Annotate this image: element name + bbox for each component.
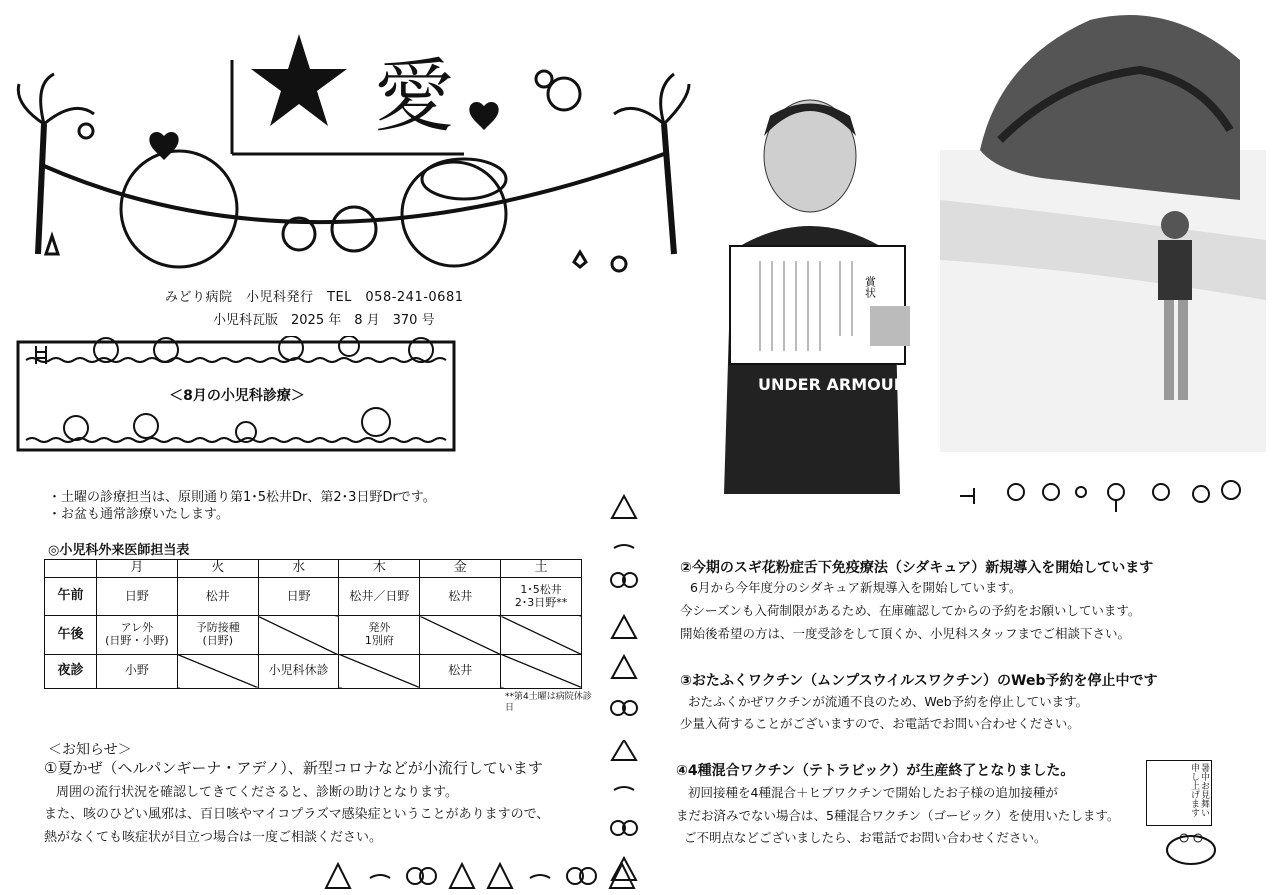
tent-icon: [612, 740, 636, 760]
schedule-cell: 松井: [420, 654, 501, 688]
row-label: 午後: [45, 616, 97, 654]
schedule-cell: アレ外 (日野・小野): [97, 616, 178, 654]
obon-note: ・お盆も通常診療いたします。: [48, 507, 229, 522]
schedule-cell: 日野: [97, 578, 178, 616]
boy-with-certificate-photo: [700, 96, 924, 494]
notice-3-line: おたふくかぜワクチンが流通不良のため、Web予約を停止しています。: [688, 694, 1089, 709]
day-header: 金: [420, 560, 501, 578]
schedule-cell: 小児科休診: [258, 654, 339, 688]
certificate: [730, 246, 905, 364]
schedule-cell-empty: [339, 654, 420, 688]
notice-3-line: 少量入荷することがございますので、お電話でお問い合わせください。: [680, 716, 1080, 731]
crab-icon: [1156, 820, 1226, 870]
notice-1-line: 周囲の流行状況を確認してきてくださると、診断の助けとなります。: [56, 785, 458, 800]
star-icon: [251, 34, 347, 126]
notice-2-line: 今シーズンも入荷制限があるため、在庫確認してからの予約をお願いしています。: [680, 603, 1141, 618]
schedule-cell-empty: [177, 654, 258, 688]
schedule-cell: 松井／日野: [339, 578, 420, 616]
beach-decoration-strip: [956, 478, 1256, 514]
masthead-illustration: [14, 4, 694, 274]
row-label: 午前: [45, 578, 97, 616]
notice-1-line: 熱がなくても咳症状が目立つ場合は一度ご相談ください。: [44, 830, 383, 845]
day-header: 月: [97, 560, 178, 578]
schedule-row-afternoon: [45, 616, 582, 654]
tent-icon: [612, 656, 636, 678]
notice-2-line: 6月から今年度分のシダキュア新規導入を開始しています。: [690, 580, 1022, 595]
schedule-cell: 日野: [258, 578, 339, 616]
notices-heading: ＜お知らせ＞: [48, 742, 132, 758]
leaf-icon: [614, 545, 634, 548]
leaf-icon: [614, 787, 634, 790]
schedule-footnote: **第4土曜は病院休診日: [505, 692, 592, 713]
schedule-cell: 発外 1別府: [339, 616, 420, 654]
schedule-cell-empty: [501, 616, 582, 654]
schedule-title: ◎小児科外来医師担当表: [48, 543, 190, 558]
day-header: 火: [177, 560, 258, 578]
row-label: 夜診: [45, 654, 97, 688]
notice-1-line: また、咳のひどい風邪は、百日咳やマイコプラズマ感染症ということがありますので、: [44, 807, 550, 822]
tent-icon: [612, 496, 636, 518]
notice-2-line: 開始後希望の方は、一度受診をして頂くか、小児科スタッフまでご相談下さい。: [680, 626, 1131, 641]
bottom-decoration-strip: [320, 858, 650, 892]
schedule-cell: 松井: [177, 578, 258, 616]
day-header: 土: [501, 560, 582, 578]
notice-4-title: ④4種混合ワクチン（テトラビック）が生産終了となりました。: [676, 763, 1075, 779]
notice-1-title: ①夏かぜ（ヘルパンギーナ・アデノ）、新型コロナなどが小流行しています: [44, 759, 543, 777]
masthead-title: 愛: [374, 50, 454, 143]
notice-4-line: まだお済みでない場合は、5種混合ワクチン（ゴービック）を使用いたします。: [676, 808, 1120, 823]
svg-text:賞状: 賞状: [863, 276, 877, 298]
banner-title: ＜8月の小児科診療＞: [169, 388, 305, 404]
schedule-cell: 小野: [97, 654, 178, 688]
issue-line: 小児科瓦版 2025 年 8 月 370 号: [213, 313, 435, 328]
notice-4-line: ご不明点などございましたら、お電話でお問い合わせください。: [684, 830, 1047, 845]
summer-greeting-sign: 暑中お見舞い申し上げます: [1146, 760, 1212, 826]
beach-rock-photo: [940, 0, 1266, 452]
svg-text:UNDER ARMOUR: UNDER ARMOUR: [758, 375, 907, 394]
day-header: 水: [258, 560, 339, 578]
schedule-cell-empty: [258, 616, 339, 654]
notice-3-title: ③おたふくワクチン（ムンプスウイルスワクチン）のWeb予約を停止中です: [680, 673, 1158, 689]
schedule-cell: 松井: [420, 578, 501, 616]
day-header: 木: [339, 560, 420, 578]
schedule-row-evening: [45, 654, 582, 688]
doctor-schedule-table: [44, 559, 582, 689]
notice-4-line: 初回接種を4種混合＋ヒブワクチンで開始したお子様の追加接種が: [688, 785, 1058, 800]
notice-2-title: ②今期のスギ花粉症舌下免疫療法（シダキュア）新規導入を開始しています: [680, 560, 1154, 576]
schedule-cell-empty: [501, 654, 582, 688]
schedule-header-row: [45, 560, 582, 578]
schedule-corner: [45, 560, 97, 578]
schedule-cell-empty: [420, 616, 501, 654]
schedule-row-morning: [45, 578, 582, 616]
side-decoration-strip: [606, 488, 642, 738]
saturday-note: ・土曜の診療担当は、原則通り第1･5松井Dr、第2･3日野Drです。: [48, 490, 436, 505]
schedule-cell: 予防接種 (日野): [177, 616, 258, 654]
issuer-line: みどり病院 小児科発行 TEL 058-241-0681: [165, 290, 464, 305]
tent-icon: [612, 616, 636, 638]
schedule-cell: 1･5松井 2･3日野**: [501, 578, 582, 616]
